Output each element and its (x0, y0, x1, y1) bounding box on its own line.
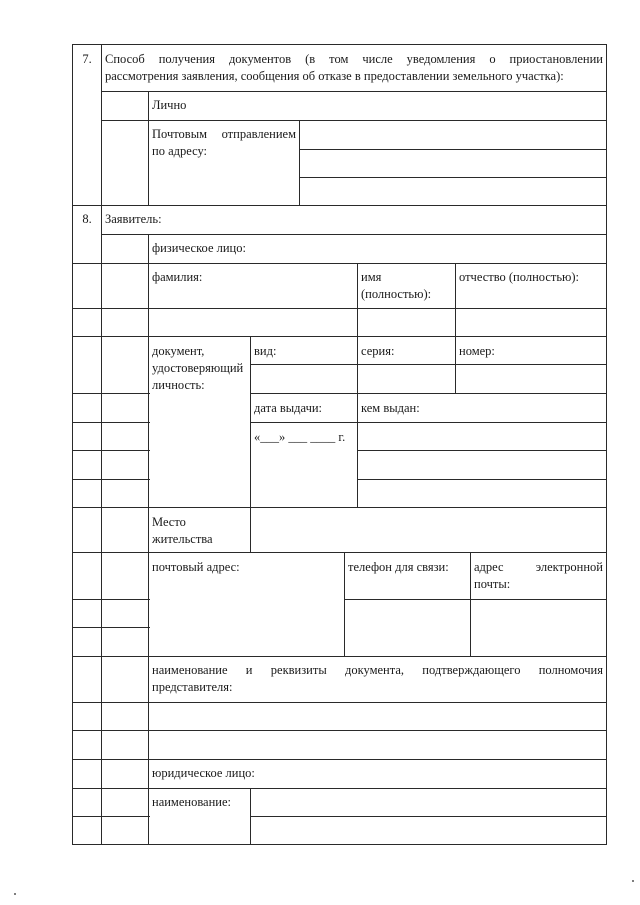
row-line (72, 702, 607, 703)
row-line (72, 656, 607, 657)
postal-address-label: почтовый адрес: (152, 560, 240, 574)
series-label: серия: (361, 344, 395, 358)
table-border-left (72, 44, 73, 845)
id-document-label-line2: удостоверяющий (152, 361, 244, 375)
table-border-bottom (72, 844, 607, 845)
number-column-divider (101, 44, 102, 845)
row-line (72, 450, 150, 451)
representative-doc-label-line1: наименование и реквизиты документа, подтверждающего полномочия (152, 663, 603, 677)
row-line (72, 816, 150, 817)
name-col-divider (357, 263, 358, 336)
row-line (101, 91, 607, 92)
residence-col-divider (250, 507, 251, 553)
delivery-option-post-line1: Почтовым отправлением (152, 127, 296, 141)
residence-label-line2: жительства (152, 532, 213, 546)
row-line (72, 552, 607, 553)
section-divider (72, 205, 607, 206)
row-line (250, 422, 607, 423)
delivery-option-personally: Лично (152, 98, 187, 112)
row-line (72, 263, 607, 264)
email-label-line2: почты: (474, 577, 511, 591)
row-line (72, 627, 150, 628)
scan-speck (14, 893, 16, 895)
legal-entity-label: юридическое лицо: (152, 766, 255, 780)
row-line (299, 177, 607, 178)
row-line (250, 393, 607, 394)
id-document-label-line3: личность: (152, 378, 205, 392)
row-line (72, 336, 607, 337)
row-line (344, 599, 607, 600)
section-8-title: Заявитель: (105, 212, 162, 226)
surname-label: фамилия: (152, 270, 203, 284)
row-line (72, 308, 607, 309)
delivery-option-post-line2: по адресу: (152, 144, 208, 158)
row-line (72, 759, 607, 760)
checkbox-column-divider-8 (148, 234, 149, 845)
section-8-number: 8. (82, 212, 92, 226)
first-name-label-line2: (полностью): (361, 287, 432, 301)
row-line (357, 479, 607, 480)
row-line (101, 234, 607, 235)
phone-col-divider (344, 552, 345, 656)
section-7-number: 7. (82, 52, 92, 66)
doc-number-label: номер: (459, 344, 495, 358)
table-border-right (606, 44, 607, 845)
patronymic-label: отчество (полностью): (459, 270, 580, 284)
representative-doc-label-line2: представителя: (152, 680, 233, 694)
residence-label-line1: Место (152, 515, 186, 529)
issued-by-label: кем выдан: (361, 401, 420, 415)
id-document-label-line1: документ, (152, 344, 205, 358)
scan-speck (632, 880, 634, 882)
section-7-title-line2: рассмотрения заявления, сообщения об отказе в предоставлении земельного участка): (105, 69, 564, 83)
table-border-top (72, 44, 607, 45)
issue-date-label: дата выдачи: (254, 401, 323, 415)
post-address-divider (299, 120, 300, 206)
row-line (299, 149, 607, 150)
email-col-divider (470, 552, 471, 656)
row-line (72, 507, 607, 508)
first-name-label-line1: имя (361, 270, 382, 284)
row-line (101, 120, 607, 121)
doc-type-label: вид: (254, 344, 277, 358)
section-7-title-line1: Способ получения документов (в том числе уведомления о приостановлении (105, 52, 603, 66)
row-line (72, 788, 607, 789)
row-line (357, 450, 607, 451)
row-line (72, 393, 150, 394)
individual-label: физическое лицо: (152, 241, 246, 255)
row-line (250, 816, 607, 817)
org-name-label: наименование: (152, 795, 232, 809)
phone-label: телефон для связи: (348, 560, 449, 574)
patronymic-col-divider (455, 263, 456, 336)
row-line (250, 364, 607, 365)
email-label-line1: адрес электронной (474, 560, 603, 574)
row-line (72, 422, 150, 423)
row-line (72, 479, 150, 480)
checkbox-column-divider-7 (148, 91, 149, 206)
row-line (72, 730, 607, 731)
row-line (72, 599, 150, 600)
issue-date-template: «___» ___ ____ г. (254, 430, 346, 444)
